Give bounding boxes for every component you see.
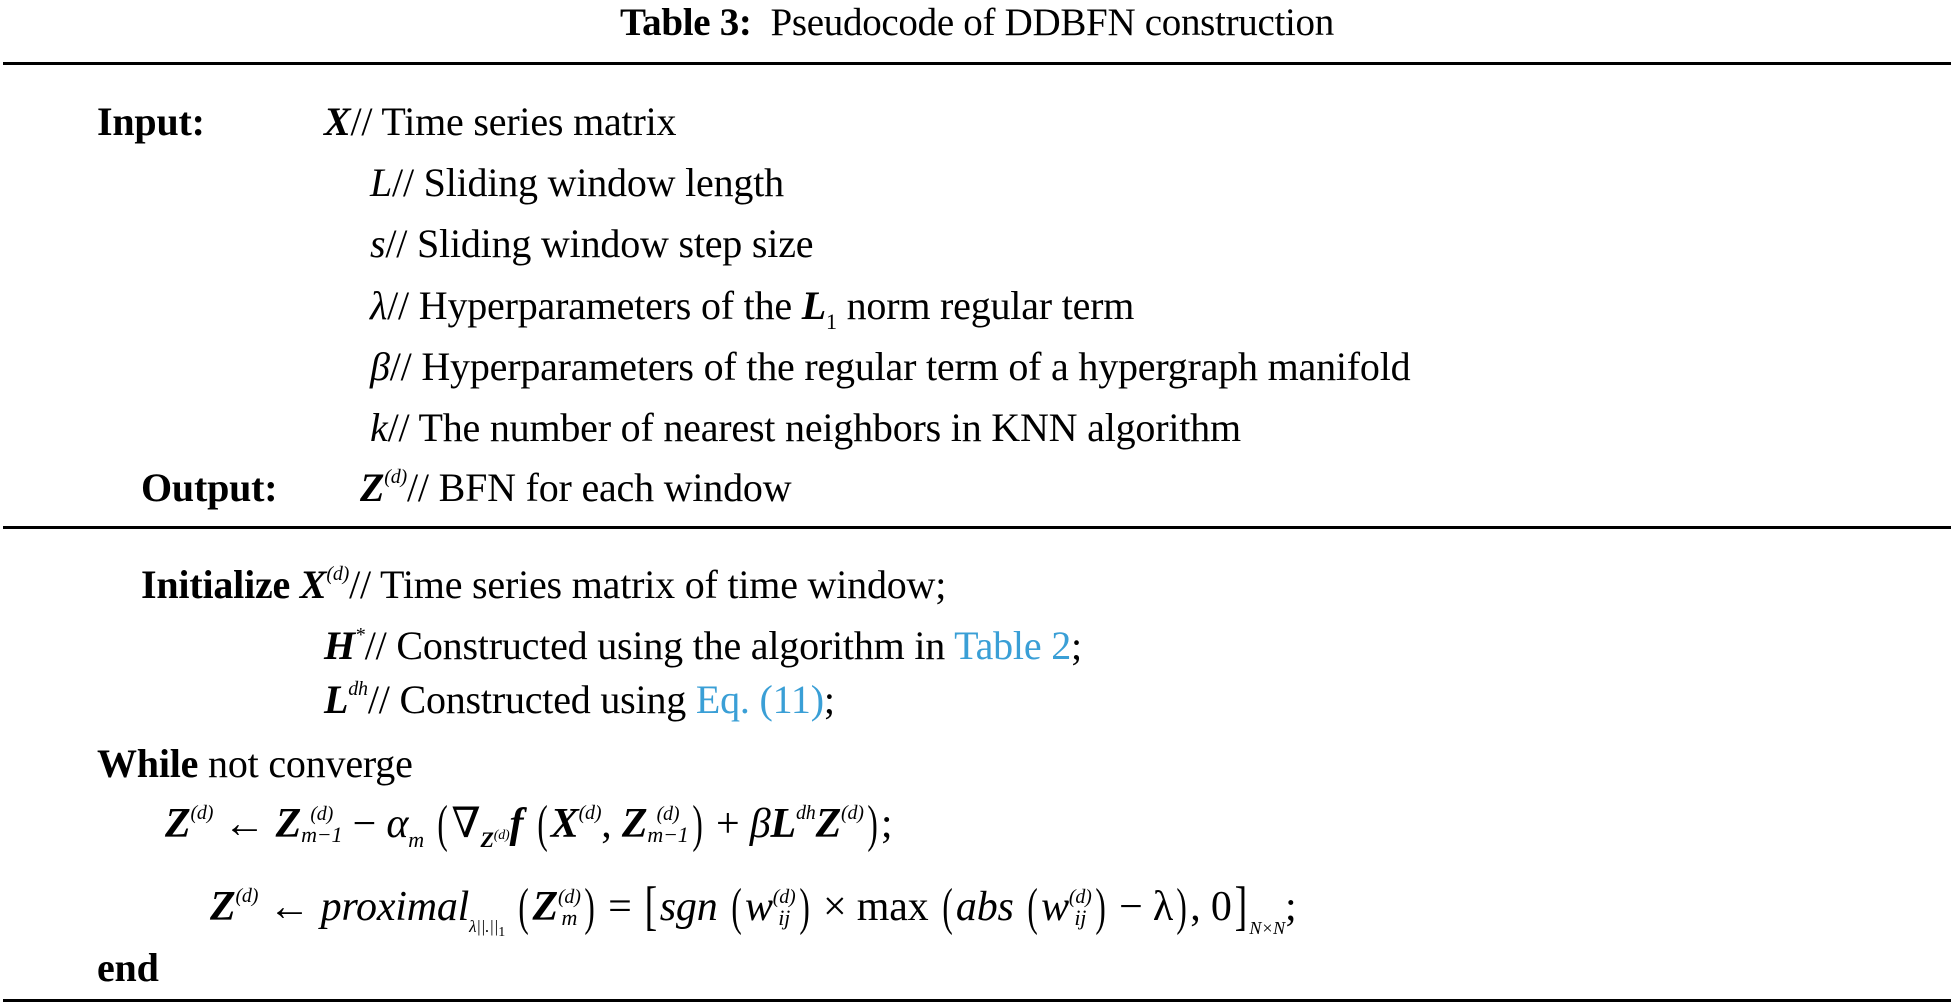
s1-z2: Z (621, 801, 648, 847)
end-label: end (97, 945, 159, 990)
s1-l: L (770, 801, 796, 847)
s2-sgn: sgn (659, 884, 718, 930)
s1-x-sup: (d) (578, 802, 602, 824)
s1-plus: + (715, 801, 740, 847)
norm-sub: 1 (825, 309, 837, 334)
s2-zm-sub: m (561, 905, 578, 931)
s1-beta: β (749, 801, 771, 847)
middle-rule (3, 526, 1951, 529)
s2-times: × (822, 884, 847, 930)
input-item-l (370, 159, 784, 207)
s2-lhs-sup: (d) (235, 885, 259, 907)
s1-comma: , (601, 801, 612, 847)
input-item-lambda (370, 282, 1135, 334)
var-x: X (324, 99, 351, 144)
output-row (141, 464, 277, 512)
s2-semicolon: ; (1284, 884, 1297, 930)
s2-zero: 0 (1210, 884, 1232, 930)
init-var-l-sup: dh (348, 678, 368, 700)
initialize-row-0 (141, 561, 946, 609)
var-lambda: λ (370, 283, 388, 328)
s1-z2-sup: (d) (656, 803, 680, 826)
input-item-beta (370, 343, 1410, 391)
var-z-sup: (d) (384, 466, 407, 488)
s1-nabla-sub: Z (480, 827, 494, 852)
s2-equals: = (608, 884, 632, 930)
init-comment-l: // Constructed using (367, 677, 696, 722)
init-tail-l: ; (823, 677, 835, 722)
input-label: Input: (97, 99, 205, 144)
comment-s: // Sliding window step size (385, 221, 814, 266)
s2-w2: w (1041, 884, 1069, 930)
s2-minus: − (1119, 884, 1143, 930)
bottom-rule (3, 999, 1951, 1002)
s2-w-sub: ij (778, 905, 791, 931)
table-caption (0, 0, 1954, 48)
var-s: s (370, 221, 386, 266)
init-var-x: X (299, 562, 327, 607)
table-2-link[interactable]: Table 2 (954, 623, 1072, 668)
eq-11-link[interactable]: Eq. (11) (695, 677, 824, 722)
s1-l-sup: dh (795, 802, 816, 824)
caption-label: Table 3: (620, 1, 752, 44)
s1-z-sup: (d) (310, 803, 334, 826)
while-label: While (97, 741, 199, 786)
s1-nabla-sub-sup: (d) (493, 828, 510, 843)
var-z: Z (360, 465, 385, 510)
comment-x: // Time series matrix (350, 99, 677, 144)
s1-minus: − (352, 801, 377, 847)
init-var-h: H (324, 623, 355, 668)
s1-f: f (509, 801, 524, 847)
var-beta: β (370, 344, 390, 389)
s1-alpha: α (386, 801, 409, 847)
s1-lhs-sup: (d) (190, 802, 214, 824)
s1-z: Z (275, 801, 302, 847)
init-var-l: L (324, 677, 349, 722)
s1-z3-sup: (d) (841, 802, 864, 824)
caption-title: Pseudocode of DDBFN construction (770, 1, 1334, 44)
while-condition: not converge (208, 741, 413, 786)
norm-var: L (801, 283, 826, 328)
comment-k: // The number of nearest neighbors in KNN algorithm (387, 405, 1241, 450)
s2-proximal-sub2: 1 (498, 925, 506, 940)
initialize-label: Initialize (141, 562, 291, 607)
s1-z3: Z (815, 801, 842, 847)
s2-dims: N×N (1249, 918, 1285, 938)
input-row-0 (97, 98, 205, 146)
update-step-2: $Z^{(d)}$ ← proximal$_{\lambda||.||1}$ (Z (d) m ) = [sgn (w (d) ij ) × max (abs (w (d) ij ) − λ), 0] $_{N\times N}$; (210, 876, 1297, 940)
s1-arrow: ← (223, 801, 266, 847)
s2-zm: Z (532, 884, 558, 930)
comment-lambda-pre: // Hyperparameters of the (387, 283, 802, 328)
while-row (97, 740, 413, 788)
s2-zm-sup: (d) (557, 886, 581, 909)
s2-proximal-sub: λ||.|| (469, 917, 499, 936)
comment-l: // Sliding window length (392, 160, 784, 205)
s2-max: max (856, 884, 929, 930)
input-item-s (370, 220, 813, 268)
input-item-x (324, 98, 676, 146)
comment-lambda-post: norm regular term (836, 283, 1135, 328)
initialize-row-1 (324, 622, 1082, 670)
s1-lhs: Z (165, 801, 191, 847)
input-item-k (370, 404, 1241, 452)
end-row (97, 944, 159, 992)
init-comment-x: // Time series matrix of time window; (349, 562, 947, 607)
output-comment: // BFN for each window (406, 465, 792, 510)
s2-w: w (744, 884, 773, 930)
top-rule (3, 62, 1951, 65)
s1-x: X (550, 801, 579, 847)
var-k: k (370, 405, 388, 450)
s2-w2-sup: (d) (1068, 886, 1092, 909)
init-var-h-sup: * (354, 624, 365, 646)
init-var-x-sup: (d) (326, 563, 350, 585)
s1-semicolon: ; (880, 801, 893, 847)
s2-arrow: ← (268, 884, 311, 930)
var-l: L (370, 160, 393, 205)
s1-z-sub: m−1 (301, 822, 343, 848)
s1-alpha-sub: m (408, 827, 424, 852)
init-tail-h: ; (1071, 623, 1082, 668)
s2-lhs: Z (210, 884, 236, 930)
s2-lambda: λ (1152, 884, 1174, 930)
update-step-1: $Z^{(d)}$ ← Z (d) m−1 − $\alpha_m$ ($\nabla_Z(d)f$ ($X^{(d)}$, Z (d) m−1 ) + $\beta L^{dh}Z^{(d)}$); (165, 796, 893, 853)
init-comment-h: // Constructed using the algorithm in (364, 623, 955, 668)
initialize-row-2 (324, 676, 835, 724)
s2-w-sup: (d) (772, 886, 796, 909)
s1-z2-sub: m−1 (647, 822, 689, 848)
s2-proximal: proximal (320, 884, 470, 930)
comment-beta: // Hyperparameters of the regular term of a hypergraph manifold (389, 344, 1411, 389)
s2-abs: abs (955, 884, 1014, 930)
output-item (360, 464, 791, 512)
s1-nabla: ∇ (451, 801, 481, 847)
s2-w2-sub: ij (1074, 905, 1087, 931)
output-label: Output: (141, 465, 278, 510)
